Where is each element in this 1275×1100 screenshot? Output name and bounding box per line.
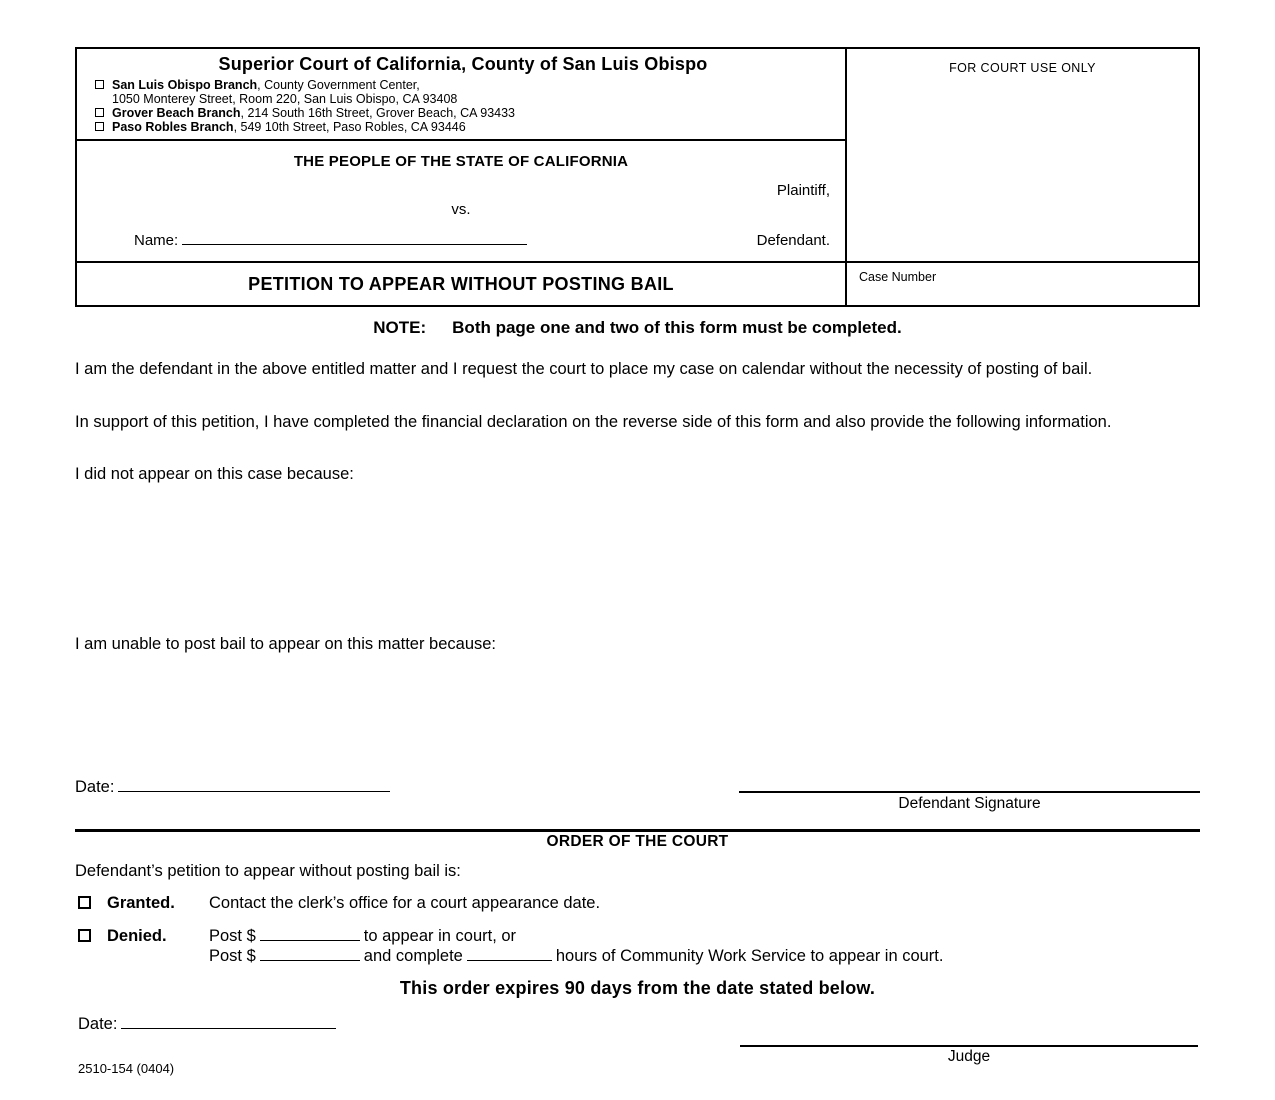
denied-line2-prefix: Post $: [209, 947, 256, 965]
paso-robles-branch-checkbox[interactable]: [95, 122, 104, 131]
party-caption-cell: [77, 141, 845, 263]
order-date-input-line[interactable]: [121, 1014, 336, 1029]
granted-option-row: [78, 893, 1198, 913]
denied-line2-suffix: hours of Community Work Service to appear in court.: [555, 947, 944, 965]
bail-amount-input-line-2[interactable]: [260, 946, 360, 961]
plaintiff-name: THE PEOPLE OF THE STATE OF CALIFORNIA: [293, 153, 629, 170]
completion-note: [75, 318, 1200, 338]
judge-signature-block: [740, 1032, 1198, 1066]
for-court-use-only-cell: FOR COURT USE ONLY: [847, 49, 1198, 263]
plaintiff-label: Plaintiff,: [776, 182, 830, 199]
defendant-date-label: Date:: [75, 778, 115, 796]
court-header-cell: [77, 49, 845, 141]
note-label: NOTE:: [373, 318, 427, 337]
case-caption-table: [75, 47, 1200, 307]
branch-name: San Luis Obispo Branch: [112, 78, 258, 92]
defendant-name-label: Name:: [134, 232, 179, 249]
denied-label: Denied.: [107, 927, 167, 945]
branch-address: , 549 10th Street, Paso Robles, CA 93446: [233, 120, 466, 134]
defendant-signature-label: Defendant Signature: [898, 795, 1041, 812]
order-intro-text: Defendant’s petition to appear without posting bail is:: [75, 862, 461, 880]
defendant-date-input-line[interactable]: [118, 777, 390, 792]
branch-option-grover-beach: [95, 106, 835, 120]
form-number: 2510-154 (0404): [78, 1061, 175, 1076]
grover-beach-branch-checkbox[interactable]: [95, 108, 104, 117]
form-title: PETITION TO APPEAR WITHOUT POSTING BAIL: [248, 273, 674, 294]
defendant-date-group: [75, 775, 394, 797]
branch-option-paso-robles: [95, 120, 835, 134]
judge-label: Judge: [947, 1048, 991, 1065]
order-of-the-court-heading: ORDER OF THE COURT: [546, 833, 729, 850]
denied-option-row: [78, 926, 1198, 966]
caption-right-column: [847, 49, 1198, 305]
order-expiration-notice: This order expires 90 days from the date stated below.: [399, 978, 876, 998]
defendant-signature-block: [739, 775, 1200, 813]
granted-instructions: Contact the clerk’s office for a court appearance date.: [209, 894, 601, 912]
petition-paragraph-1: I am the defendant in the above entitled matter and I request the court to place my case on calendar without the necessity of posting of bail.: [75, 360, 1093, 378]
san-luis-obispo-branch-checkbox[interactable]: [95, 80, 104, 89]
denied-line-2: [209, 946, 1198, 966]
denied-line2-middle: and complete: [363, 947, 463, 965]
branch-address-line2: 1050 Monterey Street, Room 220, San Luis Obispo, CA 93408: [112, 92, 458, 106]
defendant-name-row: [77, 230, 845, 249]
did-not-appear-prompt: I did not appear on this case because:: [75, 465, 354, 483]
denied-checkbox[interactable]: [78, 929, 91, 942]
section-divider-rule: [75, 829, 1200, 832]
branch-option-san-luis-obispo: [95, 78, 835, 92]
unable-to-post-bail-prompt: I am unable to post bail to appear on this matter because:: [75, 635, 497, 653]
bail-amount-input-line-1[interactable]: [260, 926, 360, 941]
court-title: Superior Court of California, County of San Luis Obispo: [218, 54, 708, 74]
branch-text: [112, 120, 466, 134]
defendant-signature-line[interactable]: [739, 775, 1200, 793]
defendant-date-signature-row: [75, 775, 1200, 813]
granted-label: Granted.: [107, 894, 175, 912]
defendant-label: Defendant.: [756, 232, 830, 249]
case-number-label: Case Number: [859, 270, 937, 284]
branch-name: Grover Beach Branch: [112, 106, 241, 120]
case-number-cell[interactable]: [847, 263, 1198, 305]
granted-checkbox[interactable]: [78, 896, 91, 909]
branch-address: , 214 South 16th Street, Grover Beach, CA 93433: [240, 106, 516, 120]
name-row-left: [134, 230, 531, 249]
judge-signature-line[interactable]: [740, 1032, 1198, 1047]
order-date-row: [78, 1014, 340, 1034]
denied-line1-prefix: Post $: [209, 927, 256, 945]
note-text: Both page one and two of this form must be completed.: [452, 318, 902, 337]
denied-line1-suffix: to appear in court, or: [363, 927, 517, 945]
defendant-name-input-line[interactable]: [182, 230, 527, 245]
branch-text: [112, 78, 420, 92]
petition-paragraph-2: In support of this petition, I have completed the financial declaration on the reverse side of this form and also provide the following information.: [75, 413, 1112, 431]
branch-name: Paso Robles Branch: [112, 120, 234, 134]
versus-label: vs.: [451, 201, 471, 218]
denied-line-1: [209, 926, 1198, 946]
order-date-label: Date:: [78, 1015, 118, 1033]
branch-text: [112, 106, 515, 120]
branch-address: , County Government Center,: [257, 78, 420, 92]
denied-instructions: [209, 926, 1198, 966]
caption-left-column: [77, 49, 847, 305]
community-work-hours-input-line[interactable]: [467, 946, 552, 961]
